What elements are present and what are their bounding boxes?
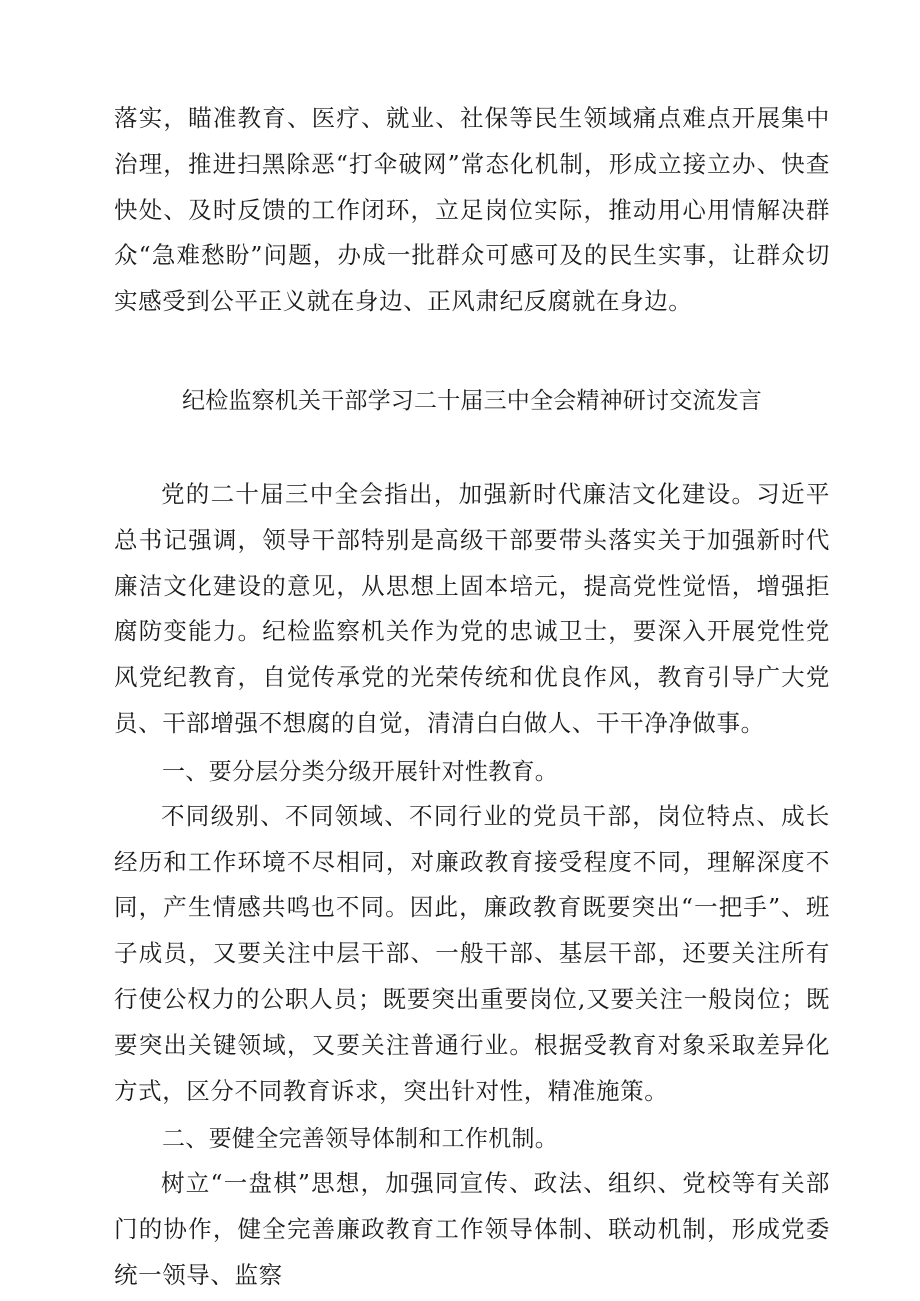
section-heading-1: 一、要分层分类分级开展针对性教育。	[162, 758, 559, 785]
continuation-paragraph: 落实，瞄准教育、医疗、就业、社保等民生领域痛点难点开展集中治理，推进扫黑除恶“打伞破网”常态化机制，形成立接立办、快查快处、及时反馈的工作闭环，立足岗位实际，推动用心用情解决群众“急难愁盼”问题，办成一批群众可感可及的民生实事，让群众切实感受到公平正义就在身边、正风肃纪反腐就在身边。	[114, 104, 830, 316]
spacer	[114, 325, 830, 386]
document-title: 纪检监察机关干部学习二十届三中全会精神研讨交流发言	[182, 387, 762, 414]
section-paragraph-2: 树立“一盘棋”思想，加强同宣传、政法、组织、党校等有关部门的协作，健全完善廉政教育工作领导体制、联动机制，形成党委统一领导、监察	[114, 1169, 830, 1289]
spacer	[114, 416, 830, 472]
section-paragraph-1: 不同级别、不同领域、不同行业的党员干部，岗位特点、成长经历和工作环境不尽相同，对廉政教育接受程度不同，理解深度不同，产生情感共鸣也不同。因此，廉政教育既要突出“一把手”、班子成员，又要关注中层干部、一般干部、基层干部，还要关注所有行使公权力的公职人员；既要突出重要岗位,又要关注一般岗位；既要突出关键领域，又要关注普通行业。根据受教育对象采取差异化方式，区分不同教育诉求，突出针对性，精准施策。	[114, 801, 831, 1105]
section-heading-2: 二、要健全完善领导体制和工作机制。	[162, 1126, 559, 1153]
document-page	[114, 96, 830, 1299]
intro-paragraph: 党的二十届三中全会指出，加强新时代廉洁文化建设。习近平总书记强调，领导干部特别是高级干部要带头落实关于加强新时代廉洁文化建设的意见，从思想上固本培元，提高党性觉悟，增强拒腐防变能力。纪检监察机关作为党的忠诚卫士，要深入开展党性党风党纪教育，自觉传承党的光荣传统和优良作风，教育引导广大党员、干部增强不想腐的自觉，清清白白做人、干干净净做事。	[114, 479, 830, 737]
